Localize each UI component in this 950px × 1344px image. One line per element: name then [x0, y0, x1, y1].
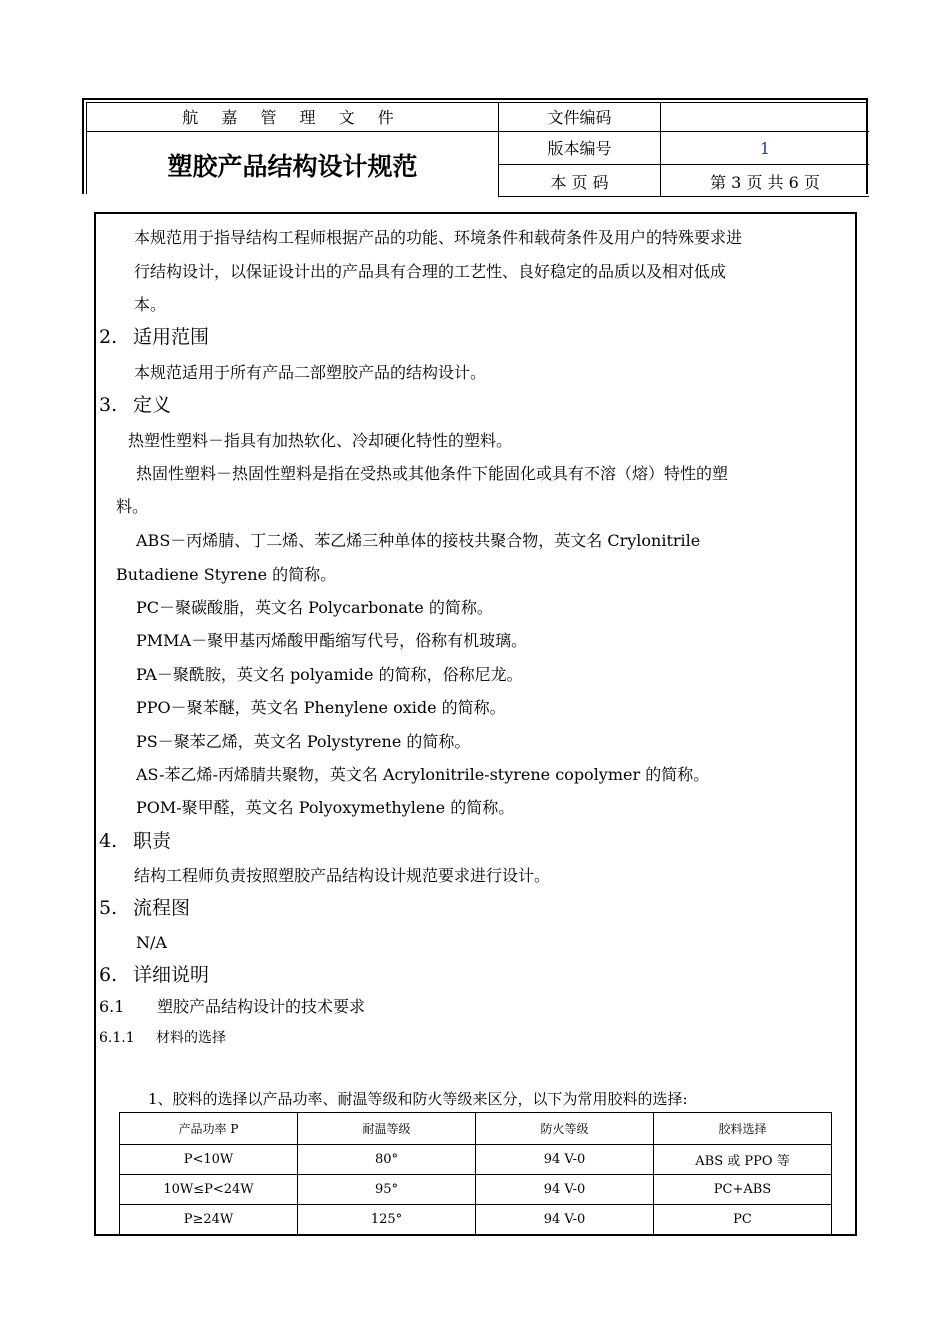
cell-power: P≥24W [120, 1205, 298, 1235]
cell-fire-rating: 94 V-0 [476, 1175, 654, 1205]
cell-fire-rating: 94 V-0 [476, 1205, 654, 1235]
subsection-6-1-1-number: 6.1.1 [99, 1030, 135, 1046]
organization-name: 航 嘉 管 理 文 件 [87, 103, 499, 132]
version-label: 版本编号 [499, 132, 661, 165]
cell-material: PC [654, 1205, 832, 1235]
intro-line-2: 行结构设计，以保证设计出的产品具有合理的工艺性、良好稳定的品质以及相对低成 [134, 262, 727, 281]
definition-as: AS-苯乙烯-丙烯腈共聚物，英文名 Acrylonitrile-styrene copolymer 的简称。 [136, 765, 710, 784]
section-5-body: N/A [136, 933, 167, 952]
section-4-number: 4. [99, 830, 118, 852]
doc-code-label: 文件编码 [499, 103, 661, 132]
subsection-6-1-number: 6.1 [99, 997, 125, 1016]
section-5-title: 流程图 [133, 897, 191, 919]
cell-material: ABS 或 PPO 等 [654, 1145, 832, 1175]
section-5-number: 5. [99, 897, 118, 919]
table-header-row [120, 1113, 832, 1145]
definition-pom: POM-聚甲醛，英文名 Polyoxymethylene 的简称。 [136, 798, 515, 817]
page-label: 本 页 码 [499, 165, 661, 197]
header-material: 胶料选择 [654, 1113, 832, 1145]
section-2-body: 本规范适用于所有产品二部塑胶产品的结构设计。 [134, 363, 487, 382]
cell-fire-rating: 94 V-0 [476, 1145, 654, 1175]
definition-abs-1: ABS－丙烯腈、丁二烯、苯乙烯三种单体的接枝共聚合物，英文名 Crylonitrile [136, 531, 701, 550]
definition-pmma: PMMA－聚甲基丙烯酸甲酯缩写代号，俗称有机玻璃。 [136, 631, 528, 650]
table-row [120, 1145, 832, 1175]
table-intro: 1、胶料的选择以产品功率、耐温等级和防火等级来区分，以下为常用胶料的选择: [148, 1090, 688, 1108]
section-6-title: 详细说明 [133, 964, 210, 986]
cell-power: 10W≤P<24W [120, 1175, 298, 1205]
subsection-6-1-title: 塑胶产品结构设计的技术要求 [157, 997, 366, 1016]
definition-pa: PA－聚酰胺，英文名 polyamide 的简称，俗称尼龙。 [136, 665, 523, 684]
cell-material: PC+ABS [654, 1175, 832, 1205]
header-temperature: 耐温等级 [298, 1113, 476, 1145]
section-4-title: 职责 [133, 830, 172, 852]
definition-thermoset-2: 料。 [116, 497, 149, 516]
definition-pc: PC－聚碳酸脂，英文名 Polycarbonate 的简称。 [136, 598, 493, 617]
section-2-title: 适用范围 [133, 326, 210, 348]
section-3-number: 3. [99, 394, 118, 416]
cell-temperature: 125° [298, 1205, 476, 1235]
definition-abs-2: Butadiene Styrene 的简称。 [116, 565, 337, 584]
intro-line-3: 本。 [134, 295, 167, 314]
cell-temperature: 95° [298, 1175, 476, 1205]
header-fire-rating: 防火等级 [476, 1113, 654, 1145]
page-value: 第 3 页 共 6 页 [661, 165, 869, 197]
section-3-title: 定义 [133, 394, 172, 416]
section-2-number: 2. [99, 326, 118, 348]
definition-thermoset-1: 热固性塑料－热固性塑料是指在受热或其他条件下能固化或具有不溶（熔）特性的塑 [136, 464, 729, 483]
definition-ppo: PPO－聚苯醚，英文名 Phenylene oxide 的简称。 [136, 698, 506, 717]
cell-temperature: 80° [298, 1145, 476, 1175]
document-header [82, 98, 868, 194]
definition-ps: PS－聚苯乙烯，英文名 Polystyrene 的简称。 [136, 732, 471, 751]
doc-code-value [661, 103, 869, 132]
section-4-body: 结构工程师负责按照塑胶产品结构设计规范要求进行设计。 [134, 866, 551, 885]
material-selection-table [119, 1112, 832, 1235]
version-value: 1 [661, 132, 869, 165]
table-row [120, 1205, 832, 1235]
header-power: 产品功率 P [120, 1113, 298, 1145]
section-6-number: 6. [99, 964, 118, 986]
table-row [120, 1175, 832, 1205]
header-grid [86, 102, 866, 194]
definition-thermoplastic: 热塑性塑料－指具有加热软化、冷却硬化特性的塑料。 [128, 431, 513, 450]
intro-line-1: 本规范用于指导结构工程师根据产品的功能、环境条件和载荷条件及用户的特殊要求进 [134, 228, 743, 247]
subsection-6-1-1-title: 材料的选择 [156, 1030, 226, 1046]
cell-power: P<10W [120, 1145, 298, 1175]
document-title: 塑胶产品结构设计规范 [87, 132, 499, 197]
